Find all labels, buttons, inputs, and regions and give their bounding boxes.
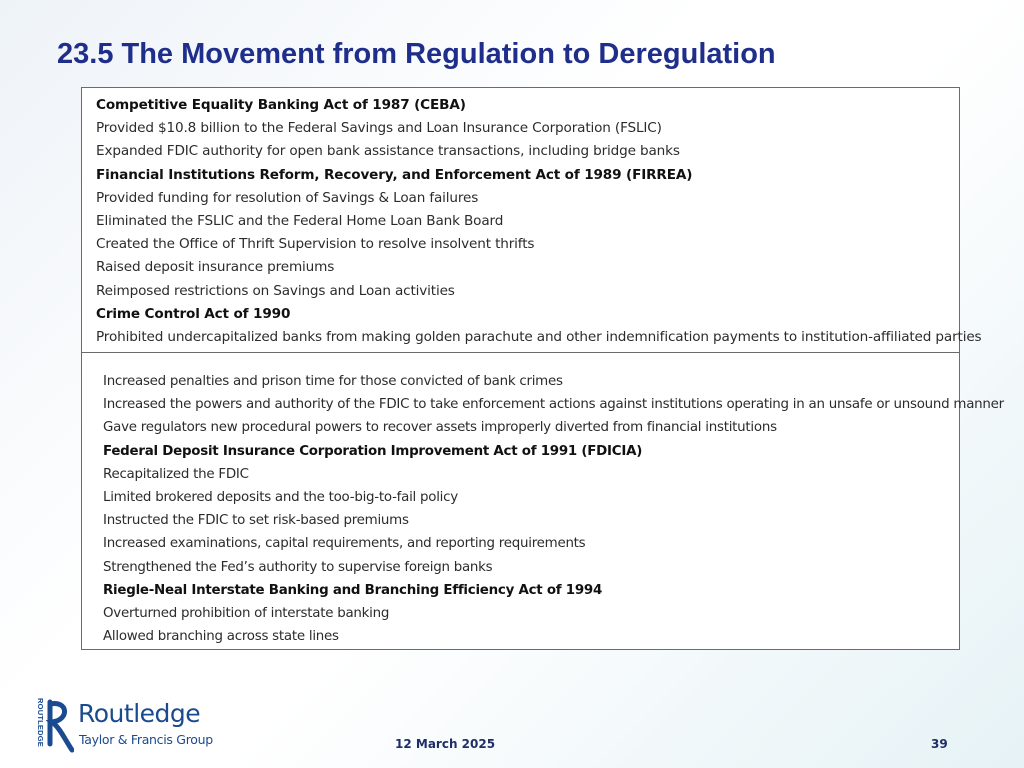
slide-title: 23.5 The Movement from Regulation to Deregulation xyxy=(57,38,776,70)
regulation-table-part-1 xyxy=(81,87,982,353)
table-row: Crime Control Act of 1990 xyxy=(96,305,291,322)
page-number: 39 xyxy=(931,737,948,751)
table-row: Financial Institutions Reform, Recovery, and Enforcement Act of 1989 (FIRREA) xyxy=(96,166,693,183)
routledge-r-icon xyxy=(46,698,74,754)
regulation-table-part-2 xyxy=(81,352,1004,650)
table-row: Prohibited undercapitalized banks from making golden parachute and other indemnification payments to institution-affiliated parties xyxy=(96,328,982,345)
table-row: Increased examinations, capital requirements, and reporting requirements xyxy=(103,536,586,552)
table-row: Riegle-Neal Interstate Banking and Branching Efficiency Act of 1994 xyxy=(103,582,603,598)
routledge-logo xyxy=(36,698,221,754)
table-row: Raised deposit insurance premiums xyxy=(96,259,335,276)
table-row: Created the Office of Thrift Supervision to resolve insolvent thrifts xyxy=(96,236,535,253)
logo-name: Routledge xyxy=(78,699,201,728)
table-row: Eliminated the FSLIC and the Federal Home Loan Bank Board xyxy=(96,212,504,229)
table-row: Recapitalized the FDIC xyxy=(103,466,249,482)
table-row: Increased the powers and authority of the FDIC to take enforcement actions against institutions operating in an unsafe or unsound manner xyxy=(103,397,1004,413)
logo-subtitle: Taylor & Francis Group xyxy=(79,732,213,747)
table-row: Overturned prohibition of interstate banking xyxy=(103,605,390,621)
table-row: Allowed branching across state lines xyxy=(103,629,339,645)
table-row: Provided funding for resolution of Savings & Loan failures xyxy=(96,189,479,206)
table-row: Expanded FDIC authority for open bank assistance transactions, including bridge banks xyxy=(96,143,680,160)
table-row: Instructed the FDIC to set risk-based premiums xyxy=(103,513,409,529)
table-row: Limited brokered deposits and the too-big-to-fail policy xyxy=(103,489,458,505)
logo-side-text: ROUTLEDGE xyxy=(35,698,45,747)
table-row: Gave regulators new procedural powers to recover assets improperly diverted from financial institutions xyxy=(103,420,777,436)
table-row: Strengthened the Fed’s authority to supervise foreign banks xyxy=(103,559,493,575)
footer-date: 12 March 2025 xyxy=(395,737,496,751)
table-row: Reimposed restrictions on Savings and Loan activities xyxy=(96,282,455,299)
table-row: Federal Deposit Insurance Corporation Improvement Act of 1991 (FDICIA) xyxy=(103,443,643,459)
table-row: Provided $10.8 billion to the Federal Savings and Loan Insurance Corporation (FSLIC) xyxy=(96,120,662,137)
table-row: Increased penalties and prison time for those convicted of bank crimes xyxy=(103,374,563,389)
table-row: Competitive Equality Banking Act of 1987 (CEBA) xyxy=(96,97,466,113)
